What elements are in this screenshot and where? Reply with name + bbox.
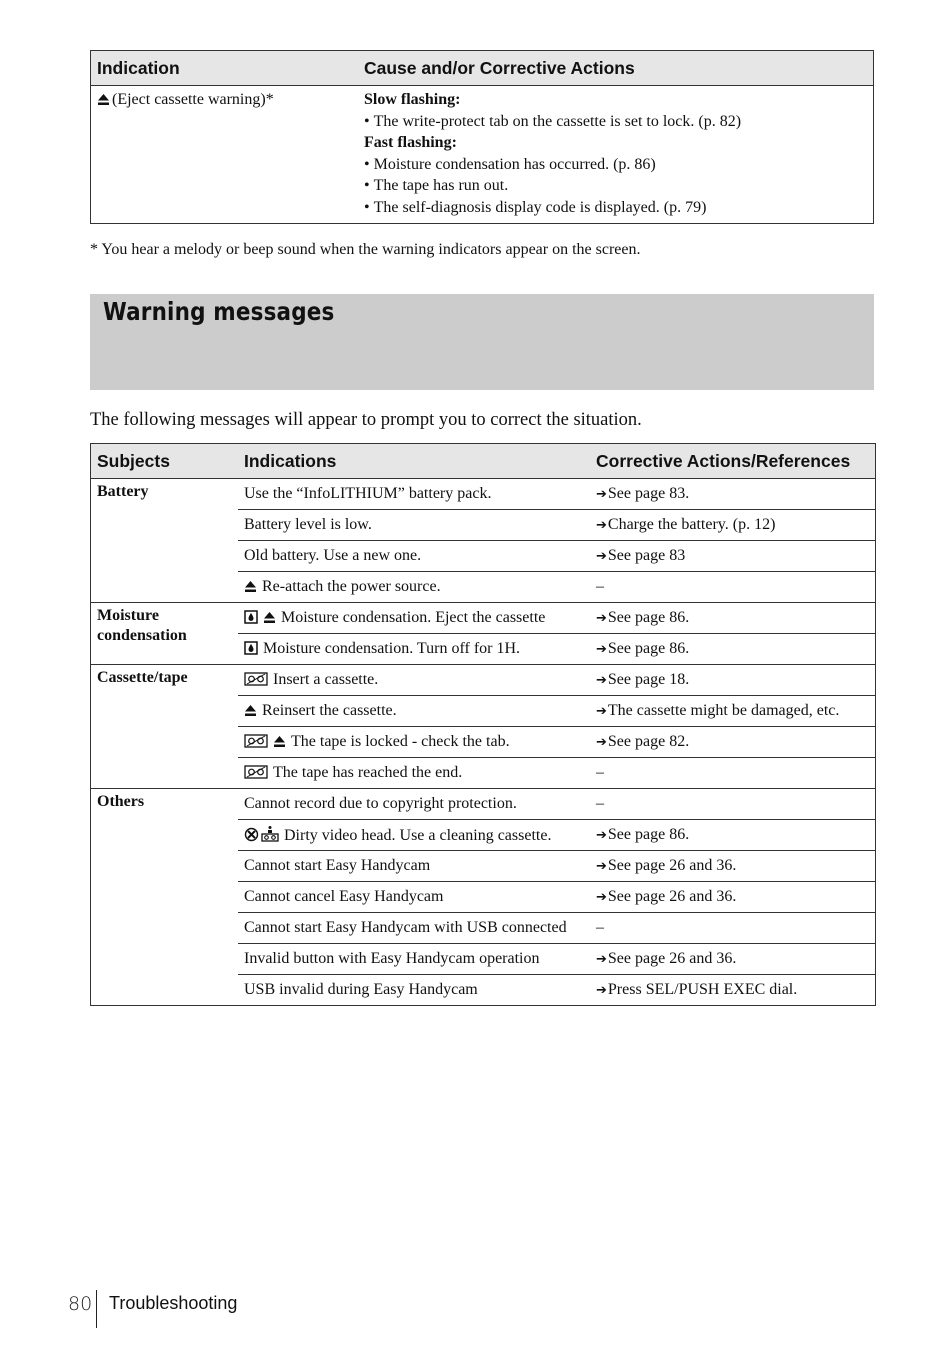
action-cell: – bbox=[590, 913, 876, 944]
action-cell: ➔See page 83. bbox=[590, 479, 876, 510]
indication-cell: Re-attach the power source. bbox=[238, 572, 590, 603]
intro-text: The following messages will appear to prompt you to correct the situation. bbox=[90, 410, 642, 430]
fast-flashing-label: Fast flashing: bbox=[364, 134, 457, 151]
action-cell: ➔See page 86. bbox=[590, 634, 876, 665]
eject-icon bbox=[97, 93, 110, 106]
action-cell: ➔The cassette might be damaged, etc. bbox=[590, 696, 876, 727]
action-cell: – bbox=[590, 789, 876, 820]
indication-cell: Moisture condensation. Turn off for 1H. bbox=[238, 634, 590, 665]
cleaning-cassette-icon bbox=[261, 825, 279, 842]
action-cell: ➔Charge the battery. (p. 12) bbox=[590, 510, 876, 541]
arrow-icon: ➔ bbox=[596, 951, 607, 967]
arrow-icon: ➔ bbox=[596, 672, 607, 688]
list-item: • The tape has run out. bbox=[364, 177, 509, 194]
action-cell: ➔Press SEL/PUSH EXEC dial. bbox=[590, 975, 876, 1006]
eject-icon bbox=[273, 735, 286, 748]
indication-cell: Cannot start Easy Handycam with USB connected bbox=[238, 913, 590, 944]
indication-cell: Dirty video head. Use a cleaning cassette. bbox=[238, 820, 590, 851]
cassette-icon bbox=[244, 734, 268, 748]
action-cell: ➔See page 26 and 36. bbox=[590, 944, 876, 975]
footnote: * You hear a melody or beep sound when the warning indicators appear on the screen. bbox=[90, 241, 641, 258]
indication-text: (Eject cassette warning)* bbox=[112, 91, 274, 108]
subject-battery: Battery bbox=[91, 479, 239, 603]
slow-flashing-label: Slow flashing: bbox=[364, 91, 461, 108]
subject-others: Others bbox=[91, 789, 239, 1006]
table-row bbox=[91, 665, 876, 696]
list-item: • Moisture condensation has occurred. (p. 86) bbox=[364, 155, 656, 173]
eject-icon bbox=[244, 580, 257, 593]
indication-cell: Invalid button with Easy Handycam operation bbox=[238, 944, 590, 975]
actions-header: Corrective Actions/References bbox=[590, 444, 876, 479]
action-cell: – bbox=[590, 572, 876, 603]
cause-header: Cause and/or Corrective Actions bbox=[358, 51, 874, 86]
cassette-icon bbox=[244, 765, 268, 779]
arrow-icon: ➔ bbox=[596, 827, 607, 843]
indication-cell: Reinsert the cassette. bbox=[238, 696, 590, 727]
action-cell: ➔See page 26 and 36. bbox=[590, 882, 876, 913]
warning-messages-table bbox=[90, 443, 876, 1006]
footer-section-title: Troubleshooting bbox=[109, 1293, 238, 1313]
indication-table bbox=[90, 50, 874, 224]
subjects-header: Subjects bbox=[91, 444, 239, 479]
indication-cell: The tape has reached the end. bbox=[238, 758, 590, 789]
table-row bbox=[91, 789, 876, 820]
indication-cell: Use the “InfoLITHIUM” battery pack. bbox=[238, 479, 590, 510]
indication-cell: Cannot cancel Easy Handycam bbox=[238, 882, 590, 913]
list-item: • The self-diagnosis display code is displayed. (p. 79) bbox=[364, 198, 707, 216]
arrow-icon: ➔ bbox=[596, 517, 607, 533]
arrow-icon: ➔ bbox=[596, 703, 607, 719]
moisture-icon bbox=[244, 641, 258, 655]
table-row bbox=[91, 86, 874, 224]
arrow-icon: ➔ bbox=[596, 486, 607, 502]
action-cell: ➔See page 86. bbox=[590, 603, 876, 634]
indication-header: Indication bbox=[91, 51, 359, 86]
cause-cell bbox=[358, 86, 874, 224]
arrow-icon: ➔ bbox=[596, 734, 607, 750]
dirty-head-icon bbox=[244, 827, 259, 842]
eject-icon bbox=[263, 611, 276, 624]
table-row bbox=[91, 479, 876, 510]
arrow-icon: ➔ bbox=[596, 858, 607, 874]
arrow-icon: ➔ bbox=[596, 610, 607, 626]
action-cell: ➔See page 86. bbox=[590, 820, 876, 851]
action-cell: ➔See page 18. bbox=[590, 665, 876, 696]
footer-divider bbox=[96, 1290, 97, 1328]
indication-cell: Battery level is low. bbox=[238, 510, 590, 541]
indication-cell bbox=[91, 86, 359, 224]
indications-header: Indications bbox=[238, 444, 590, 479]
moisture-icon bbox=[244, 610, 258, 624]
subject-moisture: Moisture condensation bbox=[91, 603, 239, 665]
table-row bbox=[91, 603, 876, 634]
section-title: Warning messages bbox=[103, 297, 335, 326]
arrow-icon: ➔ bbox=[596, 889, 607, 905]
indication-cell: Insert a cassette. bbox=[238, 665, 590, 696]
list-item: • The write-protect tab on the cassette is set to lock. (p. 82) bbox=[364, 112, 742, 130]
page-number: 80 bbox=[68, 1293, 93, 1315]
subject-cassette: Cassette/tape bbox=[91, 665, 239, 789]
cassette-icon bbox=[244, 672, 268, 686]
action-cell: ➔See page 26 and 36. bbox=[590, 851, 876, 882]
indication-cell: Cannot start Easy Handycam bbox=[238, 851, 590, 882]
indication-cell: Cannot record due to copyright protection. bbox=[238, 789, 590, 820]
action-cell: – bbox=[590, 758, 876, 789]
indication-cell: USB invalid during Easy Handycam bbox=[238, 975, 590, 1006]
arrow-icon: ➔ bbox=[596, 548, 607, 564]
action-cell: ➔See page 83 bbox=[590, 541, 876, 572]
section-header-bar bbox=[90, 294, 874, 390]
indication-cell: The tape is locked - check the tab. bbox=[238, 727, 590, 758]
arrow-icon: ➔ bbox=[596, 982, 607, 998]
arrow-icon: ➔ bbox=[596, 641, 607, 657]
eject-icon bbox=[244, 704, 257, 717]
indication-cell: Old battery. Use a new one. bbox=[238, 541, 590, 572]
indication-cell: Moisture condensation. Eject the cassette bbox=[238, 603, 590, 634]
action-cell: ➔See page 82. bbox=[590, 727, 876, 758]
